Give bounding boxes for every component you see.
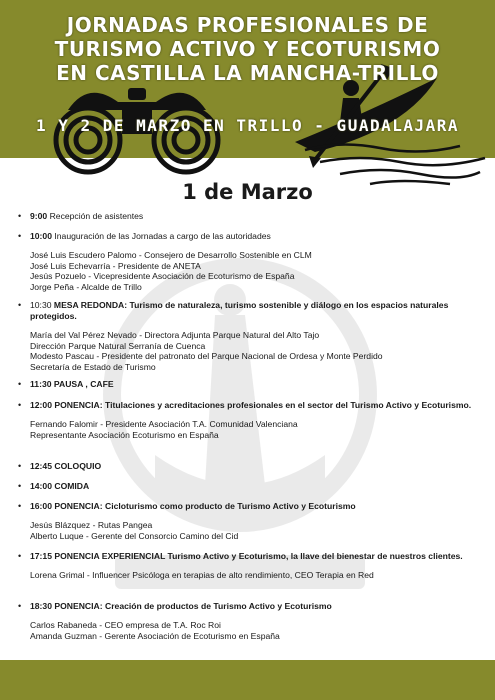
item-title: PONENCIA: Titulaciones y acreditaciones profesionales en el sector del Turismo Activo y Ecoturismo. [54, 400, 472, 410]
bullet-icon: • [18, 379, 22, 389]
speaker: Amanda Guzman - Gerente Asociación de Ecoturismo en España [30, 630, 280, 641]
list-item [18, 379, 488, 390]
title-line-1: JORNADAS PROFESIONALES DE [66, 13, 429, 37]
title-line-2: TURISMO ACTIVO Y ECOTURISMO [54, 37, 441, 61]
speaker-list [30, 419, 488, 440]
item-title: PONENCIA: Creación de productos de Turismo Activo y Ecoturismo [54, 601, 332, 611]
speaker: Jesús Pozuelo - Vicepresidente Asociación de Ecoturismo de España [30, 271, 295, 281]
header-band [0, 0, 495, 158]
speaker: Secretaría de Estado de Turismo [30, 361, 156, 372]
list-item [18, 461, 488, 472]
item-time: 14:00 [30, 481, 52, 491]
speaker: Dirección Parque Natural Serranía de Cuenca [30, 340, 206, 351]
event-dates: 1 Y 2 DE MARZO EN TRILLO - GUADALAJARA [35, 116, 460, 135]
footer-band [0, 660, 495, 700]
list-item [18, 601, 488, 641]
item-title: MESA REDONDA: Turismo de naturaleza, turismo sostenible y diálogo en los espacios naturales protegidos. [30, 300, 449, 321]
bullet-icon: • [18, 551, 22, 561]
list-item [18, 231, 488, 292]
item-time: 18:30 [30, 601, 52, 611]
speaker: Fernando Falomir - Presidente Asociación T.A. Comunidad Valenciana [30, 419, 298, 429]
speaker-list [30, 620, 488, 641]
speaker: María del Val Pérez Nevado - Directora Adjunta Parque Natural del Alto Tajo [30, 330, 320, 340]
speaker: Lorena Grimal - Influencer Psicóloga en terapias de alto rendimiento, CEO Terapia en Red [30, 570, 374, 580]
list-item [18, 481, 488, 492]
bullet-icon: • [18, 481, 22, 491]
list-item [18, 501, 488, 541]
speaker: Jorge Peña - Alcalde de Trillo [30, 281, 142, 292]
speaker-list [30, 520, 488, 541]
bullet-icon: • [18, 501, 22, 511]
item-title: COLOQUIO [54, 461, 102, 471]
title-line-3: EN CASTILLA LA MANCHA-TRILLO [56, 61, 439, 85]
item-time: 9:00 [30, 211, 48, 221]
bullet-icon: • [18, 211, 22, 221]
item-time: 10:00 [30, 231, 52, 241]
item-title: PONENCIA: Cicloturismo como producto de Turismo Activo y Ecoturismo [54, 501, 356, 511]
bullet-icon: • [18, 231, 22, 241]
bullet-icon: • [18, 300, 22, 310]
speaker: Modesto Pascau - Presidente del patronato del Parque Nacional de Ordesa y Monte Perdido [30, 351, 383, 361]
list-item [18, 400, 488, 440]
bullet-icon: • [18, 461, 22, 471]
item-title: Recepción de asistentes [49, 211, 144, 221]
speaker: Carlos Rabaneda - CEO empresa de T.A. Roc Roi [30, 620, 221, 630]
list-item [18, 551, 488, 581]
speaker-list [30, 570, 488, 581]
item-title: PAUSA , CAFE [53, 379, 114, 389]
item-time: 16:00 [30, 501, 52, 511]
item-time: 17:15 [30, 551, 52, 561]
speaker-list [30, 250, 488, 292]
item-title: PONENCIA EXPERIENCIAL Turismo Activo y Ecoturismo, la llave del bienestar de nuestros clientes. [54, 551, 463, 561]
speaker: José Luis Escudero Palomo - Consejero de Desarrollo Sostenible en CLM [30, 250, 312, 260]
bullet-icon: • [18, 400, 22, 410]
bullet-icon: • [18, 601, 22, 611]
speaker: Representante Asociación Ecoturismo en España [30, 429, 219, 440]
speaker: José Luis Echevarría - Presidente de ANETA [30, 260, 201, 271]
item-time: 11:30 [30, 379, 52, 389]
day-title: 1 de Marzo [182, 180, 313, 204]
item-time: 10:30 [30, 300, 52, 310]
item-time: 12:00 [30, 400, 52, 410]
speaker: Jesús Blázquez - Rutas Pangea [30, 520, 153, 530]
item-title: Inauguración de las Jornadas a cargo de las autoridades [54, 231, 271, 241]
speaker-list [30, 330, 488, 372]
speaker: Alberto Luque - Gerente del Consorcio Camino del Cid [30, 530, 239, 541]
list-item [18, 300, 488, 372]
list-item [18, 211, 488, 222]
item-title: COMIDA [54, 481, 90, 491]
item-time: 12:45 [30, 461, 52, 471]
